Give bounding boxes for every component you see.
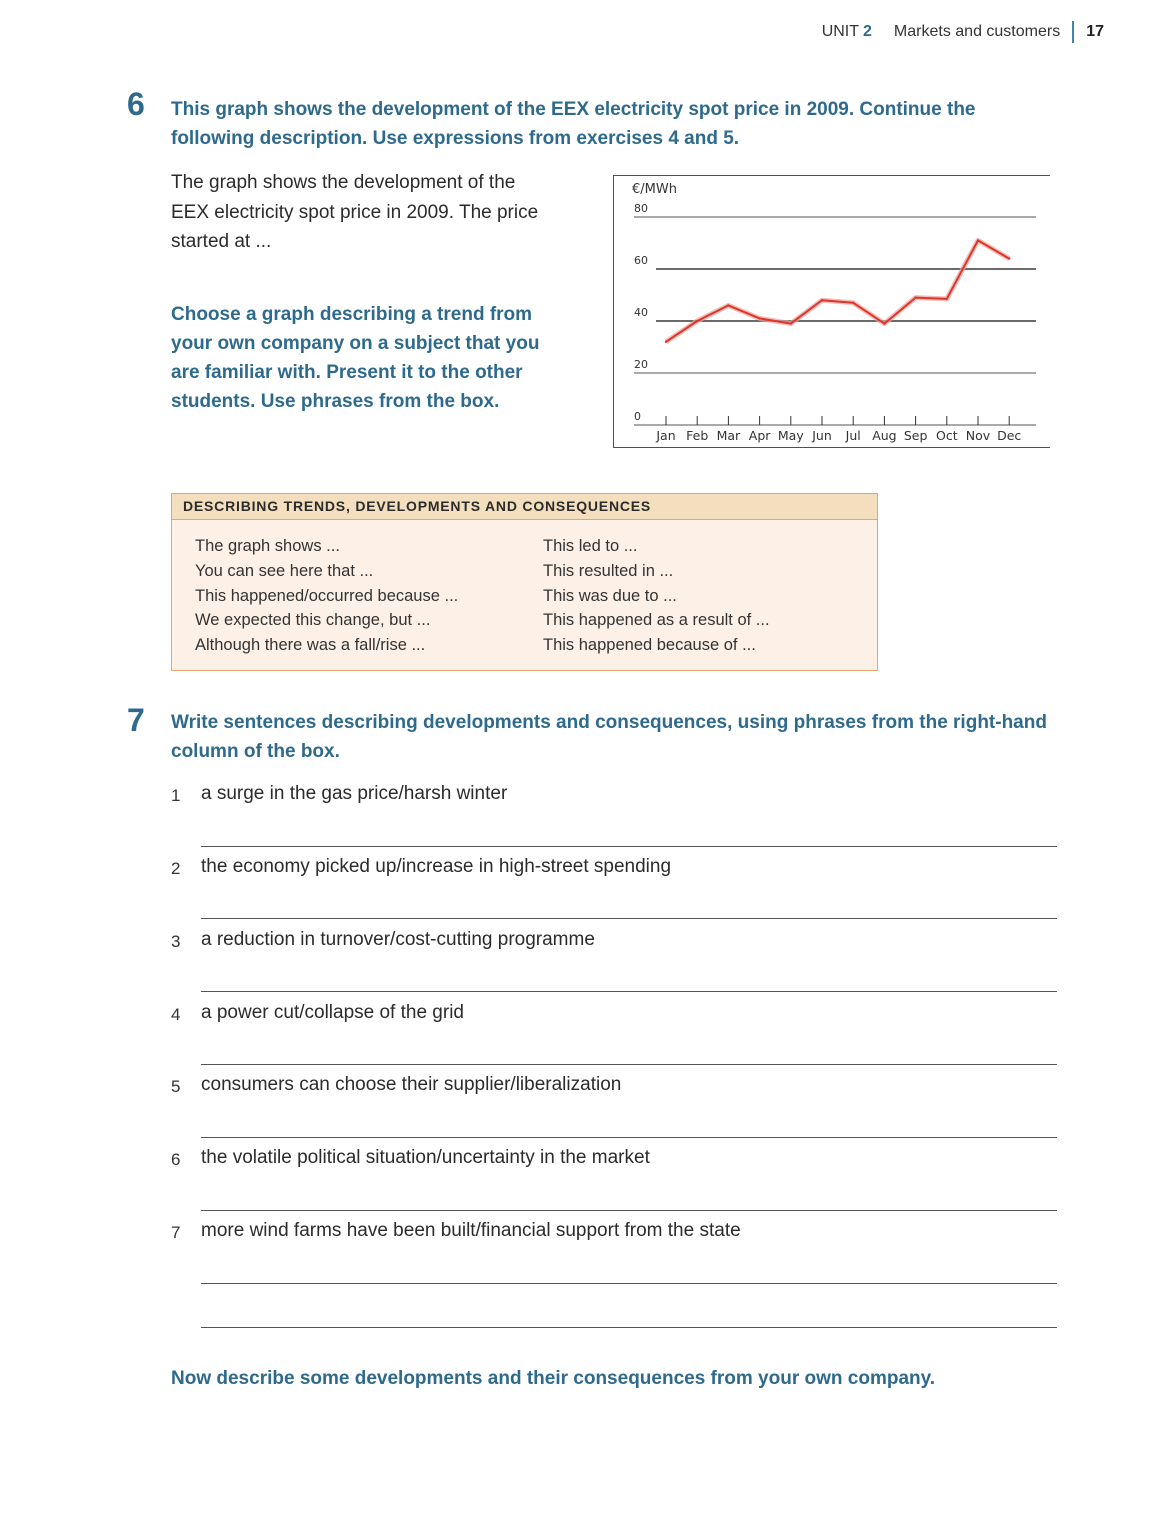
exercise-6-instruction	[171, 95, 1071, 153]
exercise-7-number: 7	[127, 702, 145, 738]
phrase-box	[171, 493, 878, 671]
item-number: 4	[171, 1005, 181, 1024]
exercise-6-number: 6	[127, 86, 145, 122]
data-point	[977, 239, 979, 241]
data-point	[914, 296, 916, 298]
phrase-item: You can see here that ...	[195, 561, 374, 580]
x-tick-label: Jun	[812, 428, 832, 443]
x-tick-label: Sep	[903, 428, 928, 443]
description-line: started at ...	[171, 231, 272, 252]
y-tick-label: 40	[634, 306, 648, 319]
x-tick-label: Jan	[656, 428, 676, 443]
phrase-item: This happened because of ...	[543, 636, 756, 655]
item-prompt: a reduction in turnover/cost-cutting programme	[201, 929, 595, 950]
item-prompt: the economy picked up/increase in high-street spending	[201, 856, 672, 877]
phrase-box-title: DESCRIBING TRENDS, DEVELOPMENTS AND CONSEQUENCES	[172, 494, 877, 520]
item-prompt: a power cut/collapse of the grid	[201, 1002, 464, 1023]
data-point	[696, 320, 698, 322]
unit-label: UNIT	[821, 23, 860, 40]
y-tick-label: 20	[634, 358, 648, 371]
phrase-item: This happened as a result of ...	[543, 611, 770, 630]
y-axis-label: €/MWh	[632, 182, 677, 197]
y-tick-label: 0	[634, 410, 641, 423]
data-point	[665, 341, 667, 343]
answer-line[interactable]	[201, 846, 1057, 847]
page-header	[822, 20, 1104, 44]
item-number: 1	[171, 786, 181, 805]
phrase-item: Although there was a fall/rise ...	[195, 636, 426, 655]
closing-instruction: Now describe some developments and their consequences from your own company.	[171, 1368, 936, 1389]
description-line: The graph shows the development of the	[171, 172, 516, 193]
task-line: are familiar with. Present it to the other	[171, 362, 523, 383]
exercise-6-instruction-line: This graph shows the development of the EEX electricity spot price in 2009. Continue the	[171, 99, 976, 120]
x-tick-label: Oct	[935, 428, 958, 443]
answer-line[interactable]	[201, 1327, 1057, 1328]
item-number: 5	[171, 1077, 181, 1096]
phrase-item: This led to ...	[543, 537, 638, 555]
data-point	[821, 299, 823, 301]
description-line: EEX electricity spot price in 2009. The price	[171, 201, 539, 223]
exercise-6-task	[171, 300, 591, 416]
phrase-item: The graph shows ...	[195, 537, 340, 555]
exercise-7-instruction-line: Write sentences describing developments and consequences, using phrases from the right-hand	[171, 712, 1047, 733]
task-line: students. Use phrases from the box.	[171, 391, 500, 412]
phrase-item: This resulted in ...	[543, 561, 674, 580]
unit-title: Markets and customers	[893, 23, 1061, 40]
phrase-column-right	[543, 534, 770, 658]
price-chart	[613, 175, 1050, 448]
task-line: Choose a graph describing a trend from	[171, 304, 533, 325]
data-point	[790, 322, 792, 324]
data-point	[727, 304, 729, 306]
exercise-7-instruction-line: column of the box.	[171, 741, 340, 762]
item-number: 3	[171, 932, 181, 951]
data-point	[852, 302, 854, 304]
header-divider	[1072, 21, 1074, 43]
x-tick-label: Nov	[965, 428, 991, 443]
exercise-7-instruction	[171, 708, 1091, 766]
x-tick-label: Jul	[845, 428, 861, 443]
data-point	[1008, 257, 1010, 259]
phrase-item: We expected this change, but ...	[195, 611, 431, 630]
x-tick-label: Aug	[872, 428, 897, 443]
answer-line[interactable]	[201, 1210, 1057, 1211]
item-prompt: the volatile political situation/uncertainty in the market	[201, 1147, 650, 1168]
answer-line[interactable]	[201, 918, 1057, 919]
exercise-6-instruction-line: following description. Use expressions from exercises 4 and 5.	[171, 128, 740, 149]
data-point	[883, 322, 885, 324]
x-tick-label: May	[777, 428, 804, 443]
answer-line[interactable]	[201, 991, 1057, 992]
unit-number: 2	[863, 23, 872, 40]
item-number: 6	[171, 1150, 181, 1169]
x-tick-label: Apr	[748, 428, 771, 443]
chart-series	[665, 239, 1011, 343]
exercise-6-description	[171, 168, 591, 257]
data-point	[758, 317, 760, 319]
item-prompt: a surge in the gas price/harsh winter	[201, 783, 508, 804]
data-point	[946, 298, 948, 300]
answer-line[interactable]	[201, 1064, 1057, 1065]
y-tick-label: 60	[634, 254, 648, 267]
y-tick-label: 80	[634, 202, 648, 215]
chart-svg	[613, 175, 1050, 450]
page-number: 17	[1086, 23, 1104, 40]
phrase-item: This happened/occurred because ...	[195, 586, 459, 605]
item-number: 7	[171, 1223, 181, 1242]
series-line	[666, 240, 1009, 341]
item-prompt: more wind farms have been built/financial support from the state	[201, 1220, 741, 1241]
series-line-shadow	[666, 240, 1009, 341]
answer-line[interactable]	[201, 1137, 1057, 1138]
item-prompt: consumers can choose their supplier/liberalization	[201, 1074, 622, 1095]
item-number: 2	[171, 859, 181, 878]
task-line: your own company on a subject that you	[171, 333, 540, 354]
phrase-item: This was due to ...	[543, 586, 677, 605]
x-tick-label: Dec	[997, 428, 1022, 443]
phrase-column-left	[195, 534, 458, 658]
answer-line[interactable]	[201, 1283, 1057, 1284]
x-tick-label: Feb	[686, 428, 709, 443]
x-tick-label: Mar	[716, 428, 741, 443]
